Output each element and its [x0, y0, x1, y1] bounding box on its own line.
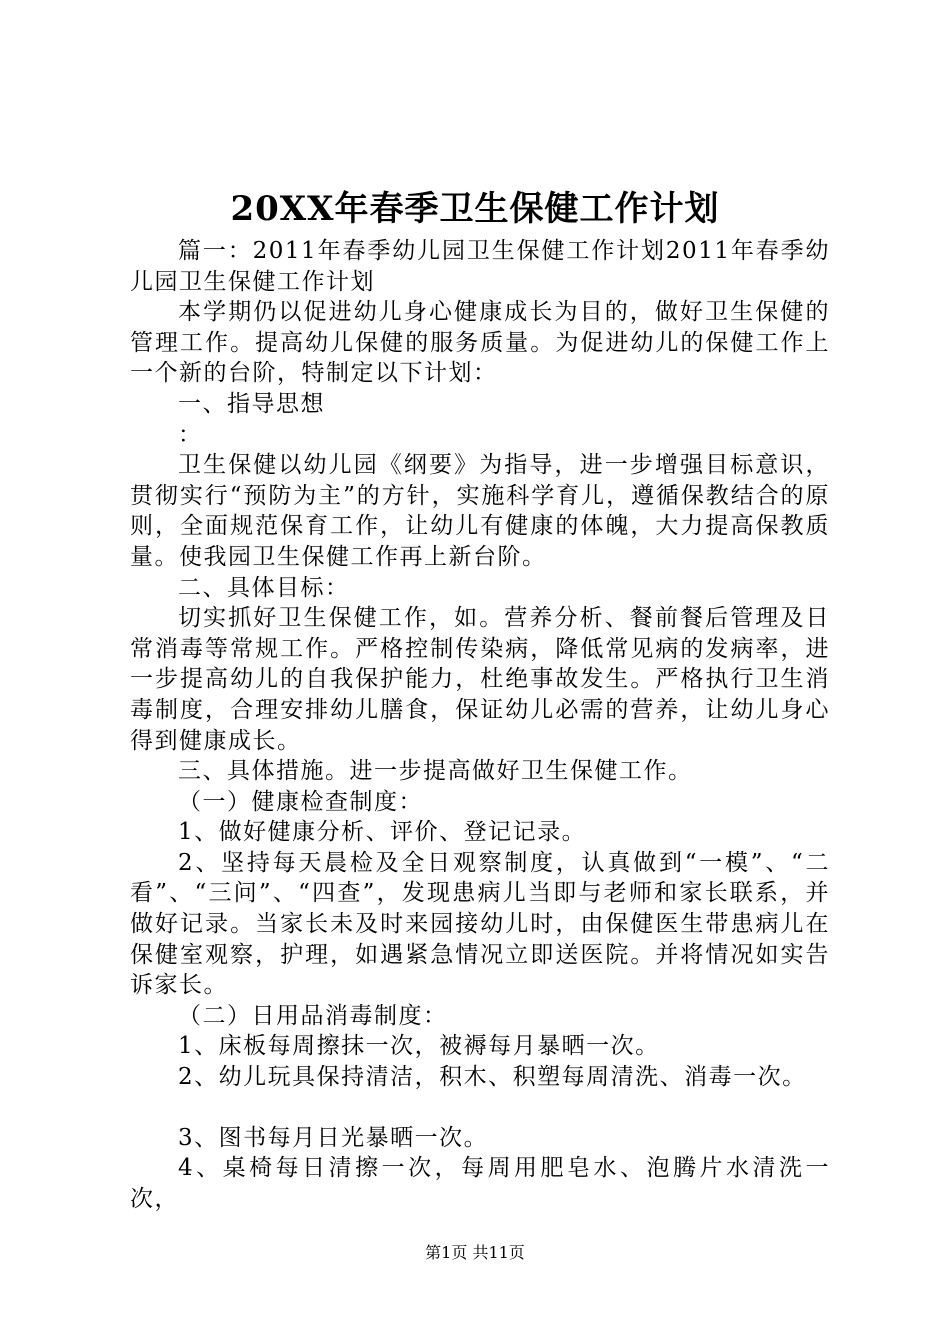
document-body [130, 236, 830, 1214]
paragraph-purpose: 本学期仍以促进幼儿身心健康成长为目的，做好卫生保健的管理工作。提高幼儿保健的服务质量。为促进幼儿的保健工作上一个新的台阶，特制定以下计划： [130, 299, 830, 387]
list-item-disinfection-2: 2、幼儿玩具保持清洁，积木、积塑每周清洗、消毒一次。 [178, 1064, 807, 1091]
heading-disinfection: （二）日用品消毒制度： [178, 1002, 448, 1029]
heading-specific-measures: 三、具体措施。进一步提高做好卫生保健工作。 [178, 758, 693, 785]
document-title: 20XX年春季卫生保健工作计划 [230, 189, 720, 229]
paragraph-intro: 篇一：2011年春季幼儿园卫生保健工作计划2011年春季幼儿园卫生保健工作计划 [130, 238, 830, 295]
blank-line [130, 1093, 830, 1123]
paragraph-goals-content: 切实抓好卫生保健工作，如。营养分析、餐前餐后管理及日常消毒等常规工作。严格控制传染病，降低常见病的发病率，进一步提高幼儿的自我保护能力，杜绝事故发生。严格执行卫生消毒制度，合理安排幼儿膳食，保证幼儿必需的营养，让幼儿身心得到健康成长。 [130, 605, 830, 754]
list-item-disinfection-1: 1、床板每周擦抹一次，被褥每月暴晒一次。 [178, 1033, 660, 1060]
heading-guiding-thought: 一、指导思想 [178, 390, 325, 417]
list-item-health-1: 1、做好健康分析、评价、登记记录。 [178, 819, 587, 846]
heading-health-check: （一）健康检查制度： [178, 788, 423, 815]
paragraph-guiding-content: 卫生保健以幼儿园《纲要》为指导，进一步增强目标意识，贯彻实行“预防为主”的方针，实施科学育儿，遵循保教结合的原则，全面规范保育工作，让幼儿有健康的体魄，大力提高保教质量。使我园卫生保健工作再上新台阶。 [130, 452, 830, 570]
list-item-disinfection-4: 4、桌椅每日清擦一次，每周用肥皂水、泡腾片水清洗一次， [130, 1155, 830, 1212]
heading-specific-goals: 二、具体目标： [178, 574, 350, 601]
list-item-health-2: 2、坚持每天晨检及全日观察制度，认真做到“一模”、“二看”、“三问”、“四查”，发现患病儿当即与老师和家长联系，并做好记录。当家长未及时来园接幼儿时，由保健医生带患病儿在保健室观察，护理，如遇紧急情况立即送医院。并将情况如实告诉家长。 [130, 849, 830, 999]
paragraph-colon: ： [178, 421, 203, 448]
page-footer: 第1页 共11页 [425, 1243, 525, 1262]
list-item-disinfection-3: 3、图书每月日光暴晒一次。 [178, 1124, 489, 1151]
